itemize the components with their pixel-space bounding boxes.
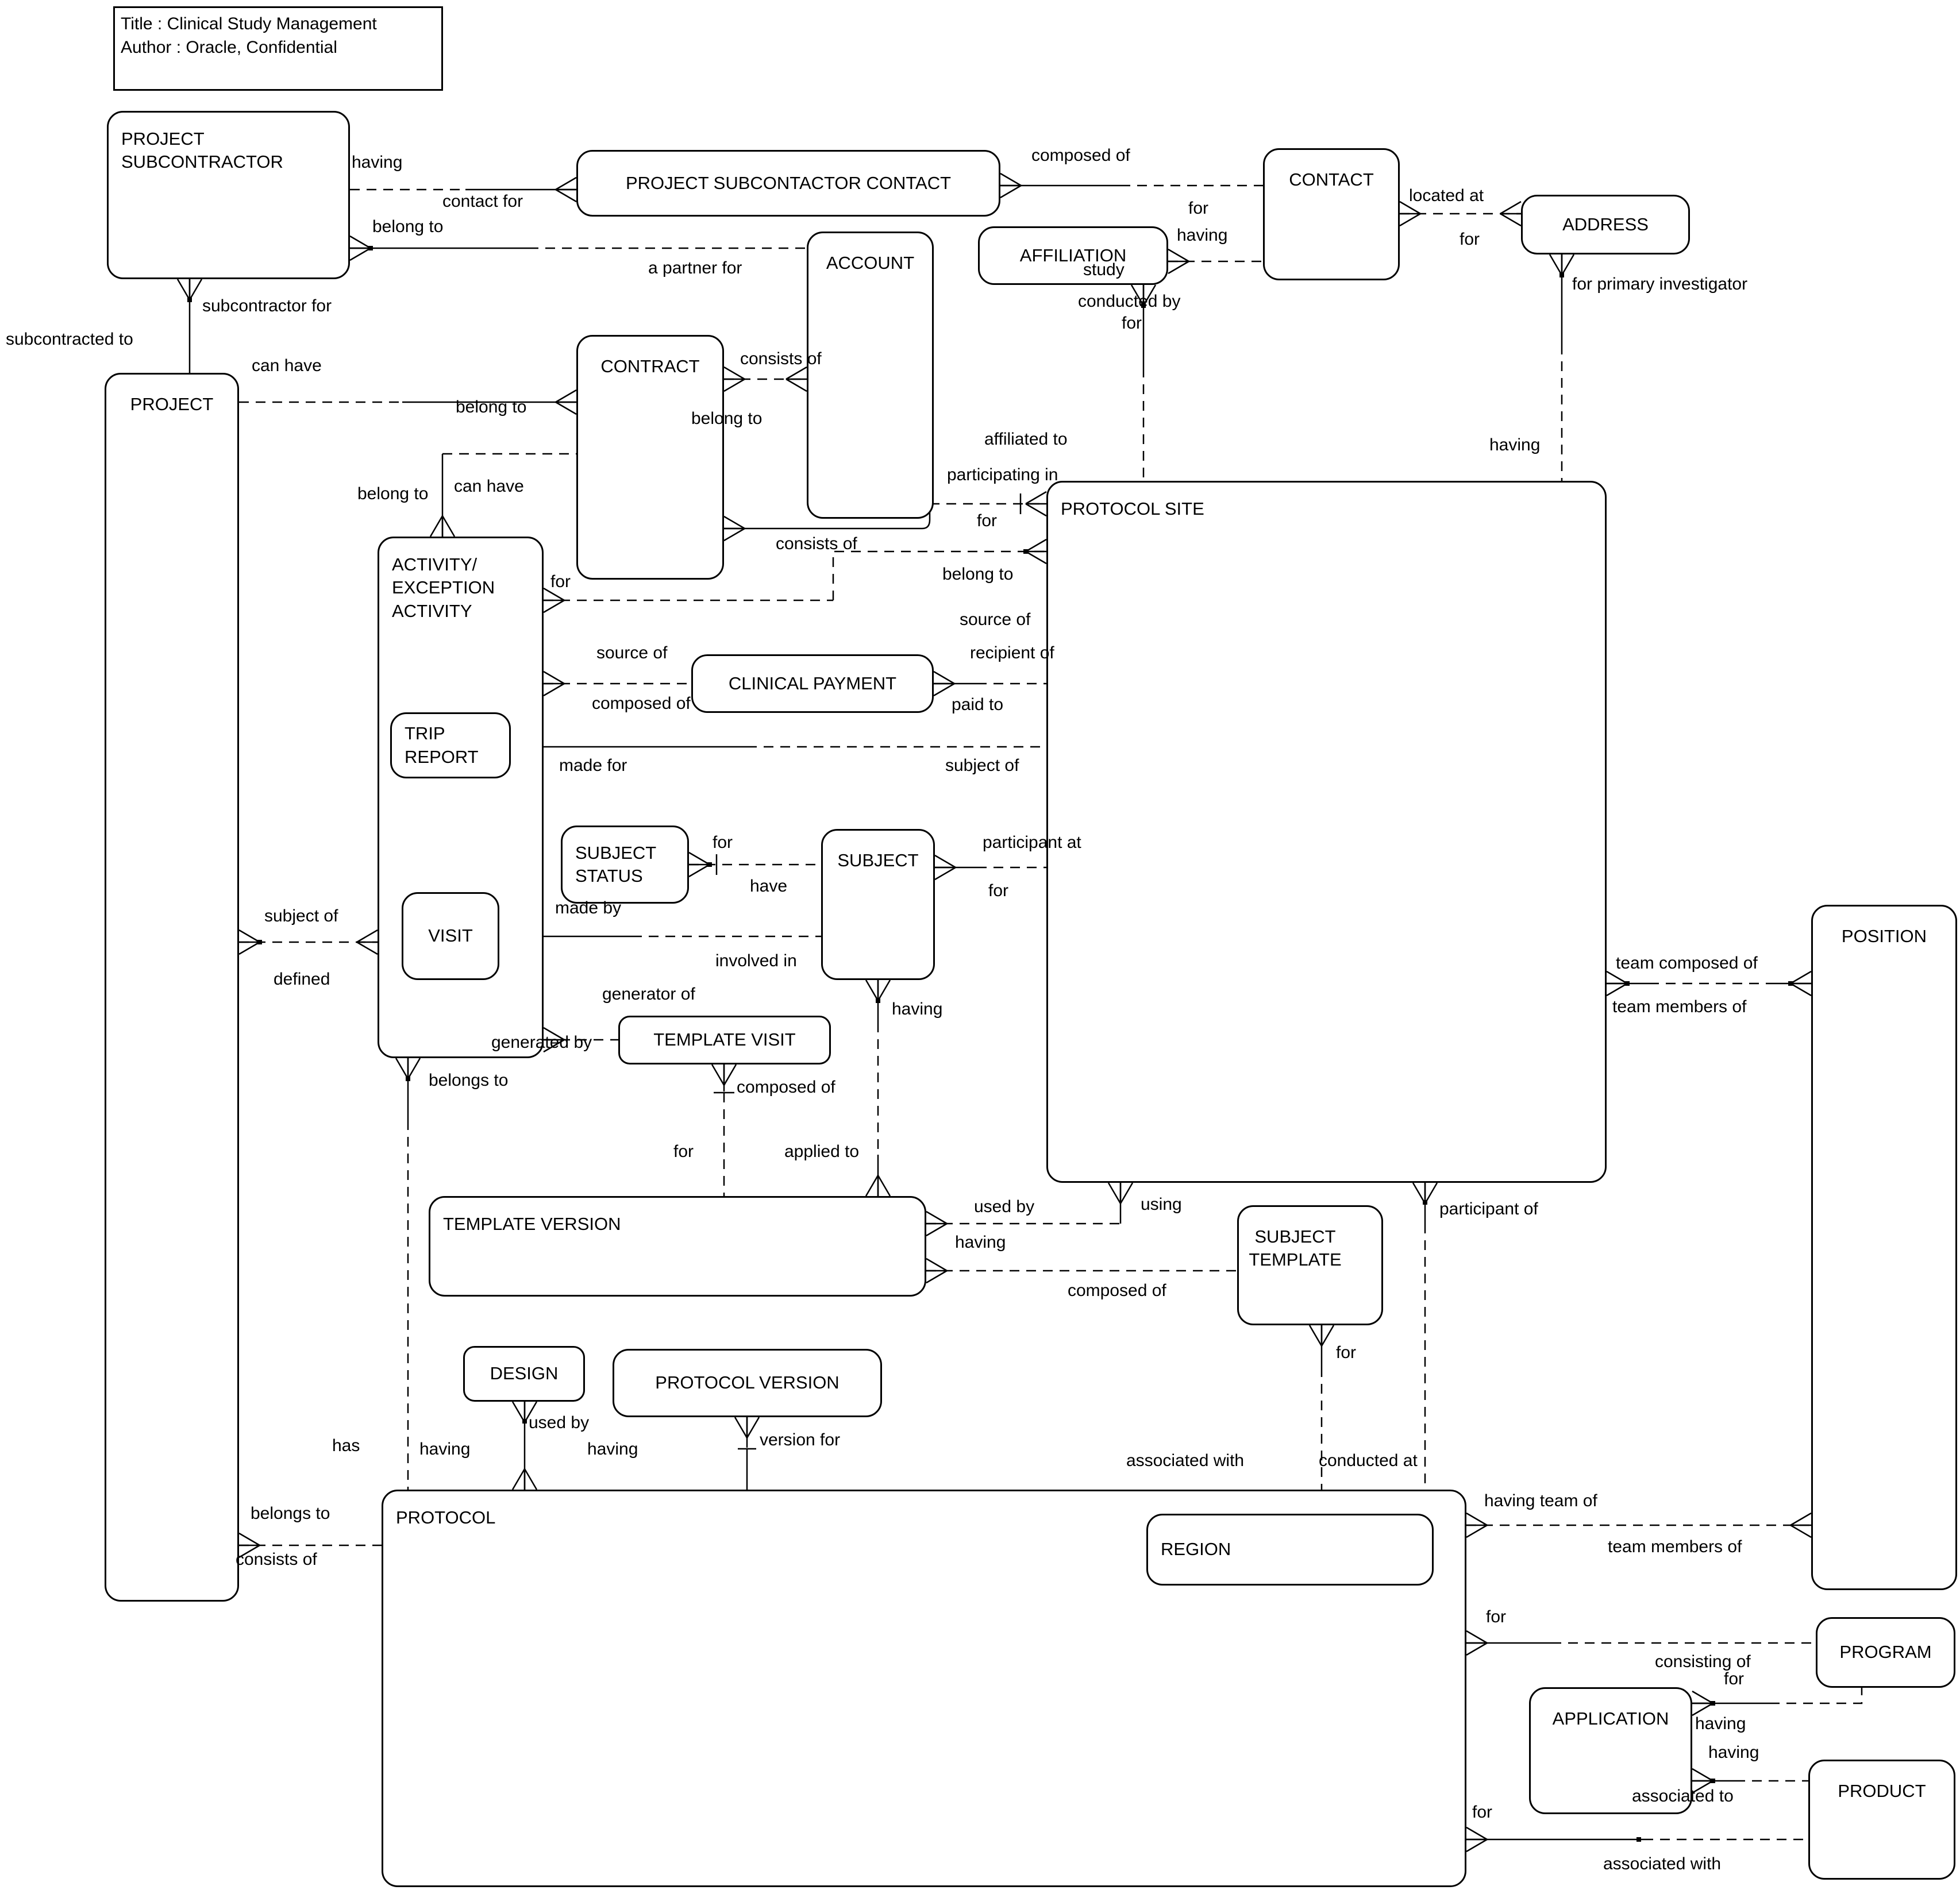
relationship-label: study [1083, 260, 1125, 279]
entity-label: CONTRACT [600, 356, 700, 376]
entity-label: PROJECT SUBCONTRACTOR [121, 129, 283, 172]
relationship-label: for [1724, 1669, 1745, 1688]
relationship-label: team members of [1608, 1537, 1742, 1556]
entity-trip-report [390, 712, 511, 778]
rel-project-subjectof-activity [239, 940, 378, 944]
entity-contact [1263, 148, 1400, 280]
rel-subcontractor-partner-account [350, 246, 807, 250]
relationship-label: has [332, 1436, 360, 1455]
rel-site-participantof-protocol [1423, 1183, 1427, 1490]
relationship-label: having [1489, 435, 1541, 454]
entity-contract [576, 335, 724, 580]
relationship-label: consisting of [1655, 1652, 1751, 1671]
relationship-label: belong to [942, 565, 1014, 584]
relationship-label: having [892, 1000, 943, 1019]
relationship-label: for [673, 1142, 694, 1161]
entity-account [807, 232, 934, 519]
rel-subject-having-templateversion [876, 980, 880, 1196]
entity-position [1811, 905, 1957, 1590]
relationship-label: composed of [737, 1078, 835, 1097]
entity-label: ACCOUNT [826, 253, 915, 273]
entity-label: CONTACT [1289, 169, 1374, 190]
relationship-label: for [713, 833, 733, 852]
rel-site-teamcomposedof-position [1607, 981, 1811, 986]
entity-label: TRIP REPORT [405, 723, 479, 767]
entity-project-subcontactor-contact [576, 150, 1000, 217]
entity-label: REGION [1161, 1539, 1231, 1560]
entity-visit [402, 892, 499, 980]
entity-protocol-version [613, 1349, 882, 1417]
relationship-label: using [1141, 1195, 1182, 1214]
rel-application-having-product [1692, 1779, 1808, 1783]
relationship-label: paid to [952, 695, 1004, 714]
title-block [113, 6, 443, 91]
entity-label: PROTOCOL SITE [1061, 499, 1204, 519]
relationship-label: version for [760, 1430, 841, 1449]
relationship-label: associated with [1126, 1451, 1245, 1470]
rel-protocol-for-product [1466, 1837, 1808, 1842]
relationship-label: composed of [592, 694, 691, 713]
entity-subject-status [561, 826, 689, 904]
relationship-label: consists of [740, 349, 822, 368]
entity-label: SUBJECT [837, 850, 919, 870]
relationship-label: made for [559, 756, 627, 775]
entity-label: TEMPLATE VERSION [443, 1214, 621, 1234]
relationship-label: a partner for [648, 259, 742, 277]
relationship-label: subject of [264, 907, 338, 925]
relationship-label: affiliated to [984, 430, 1068, 449]
relationship-label: belong to [691, 409, 763, 428]
entity-label: POSITION [1841, 926, 1927, 946]
rel-subcontractor-for-project [187, 279, 192, 373]
entity-label: PROJECT [130, 394, 214, 414]
relationship-label: having team of [1484, 1491, 1597, 1510]
relationship-label: source of [596, 643, 668, 662]
entity-protocol-site [1046, 481, 1607, 1183]
relationship-label: belong to [372, 217, 444, 236]
relationship-label: participant of [1439, 1199, 1538, 1218]
relationship-label: contact for [442, 192, 523, 211]
relationship-label: for primary investigator [1572, 275, 1748, 294]
relationship-label: generator of [602, 985, 695, 1004]
rel-affiliation-studyconductedby-site [1141, 285, 1146, 481]
relationship-label: can have [252, 356, 322, 375]
relationship-label: subcontractor for [202, 296, 332, 315]
entity-label: PROJECT SUBCONTACTOR CONTACT [625, 172, 952, 193]
relationship-label: subject of [945, 756, 1019, 775]
entity-label: CLINICAL PAYMENT [728, 673, 897, 693]
entity-label: APPLICATION [1552, 1708, 1669, 1729]
rel-activity-belongsto-protocol [406, 1058, 410, 1490]
relationship-label: defined [274, 970, 330, 989]
relationship-label: for [550, 572, 571, 591]
relationship-label: located at [1409, 186, 1484, 205]
relationship-label: team members of [1612, 997, 1747, 1016]
entity-label: ACTIVITY/ EXCEPTION ACTIVITY [392, 554, 495, 621]
relationship-label: consists of [236, 1550, 317, 1569]
entity-template-visit [618, 1016, 831, 1064]
entity-label: PRODUCT [1838, 1781, 1926, 1801]
relationship-label: conducted at [1319, 1451, 1418, 1470]
rel-protocolversion-versionfor-protocol [738, 1417, 756, 1490]
entity-label: TEMPLATE VISIT [653, 1029, 796, 1050]
entity-product [1808, 1760, 1955, 1880]
entity-region [1146, 1514, 1434, 1586]
rel-design-usedby-protocol [522, 1402, 527, 1490]
entity-subject-template [1237, 1205, 1383, 1325]
relationship-label: for [977, 511, 998, 530]
relationship-label: composed of [1031, 146, 1130, 165]
relationship-label: for [988, 881, 1009, 900]
diagram-title: Title : Clinical Study Management [121, 14, 377, 33]
entity-label: PROTOCOL VERSION [655, 1372, 840, 1393]
relationship-label: associated to [1632, 1787, 1734, 1806]
relationship-label: have [750, 877, 788, 896]
relationship-label: generated by [491, 1033, 592, 1052]
relationship-label: used by [529, 1413, 590, 1432]
relationship-label: for [1336, 1343, 1357, 1362]
relationship-label: belong to [357, 484, 429, 503]
rel-subjectstatus-for-subject [689, 854, 821, 875]
entity-label: ADDRESS [1562, 214, 1649, 234]
relationship-label: having [419, 1440, 471, 1459]
relationship-label: for [1188, 199, 1209, 218]
relationship-label: for [1472, 1803, 1493, 1822]
entity-label: AFFILIATION [1019, 245, 1127, 265]
relationship-label: having [352, 153, 403, 172]
relationship-label: applied to [784, 1142, 860, 1161]
relationship-label: having [955, 1233, 1006, 1252]
relationship-label: conducted by [1078, 292, 1181, 311]
entity-program [1816, 1617, 1955, 1688]
relationship-label: having [587, 1440, 638, 1459]
entity-subject [821, 829, 935, 980]
relationship-label: subcontracted to [6, 330, 133, 349]
entity-template-version [429, 1196, 926, 1297]
relationship-label: for [1460, 230, 1480, 249]
entity-project-subcontractor [107, 111, 350, 279]
relationship-label: team composed of [1616, 954, 1758, 973]
relationship-label: made by [555, 898, 622, 917]
relationship-label: for [1122, 314, 1142, 333]
relationship-label: belongs to [251, 1504, 330, 1523]
relationship-label: for [1486, 1607, 1507, 1626]
entity-design [463, 1346, 585, 1402]
relationship-label: source of [960, 610, 1031, 629]
relationship-label: having [1177, 226, 1228, 245]
relationship-label: recipient of [970, 643, 1054, 662]
rel-templatevisit-composedof-templateversion [714, 1064, 734, 1196]
entity-label: DESIGN [490, 1363, 559, 1384]
relationship-label: used by [974, 1197, 1035, 1216]
entity-label: PROTOCOL [396, 1507, 496, 1528]
entity-clinical-payment [691, 654, 934, 713]
relationship-label: can have [454, 477, 524, 496]
entity-label: VISIT [428, 925, 473, 946]
entity-address [1521, 195, 1690, 254]
relationship-label: participating in [947, 465, 1058, 484]
relationship-label: participant at [983, 833, 1081, 852]
relationship-label: consists of [776, 534, 857, 553]
entity-affiliation [978, 226, 1168, 285]
rel-application-for-program [1692, 1688, 1862, 1706]
relationship-label: involved in [715, 951, 797, 970]
diagram-author: Author : Oracle, Confidential [121, 37, 337, 57]
entity-label: SUBJECT STATUS [575, 842, 656, 886]
relationship-label: having [1695, 1714, 1746, 1733]
rel-address-primaryinvestigator-site [1559, 254, 1564, 481]
relationship-label: associated with [1603, 1854, 1722, 1873]
relationship-label: belong to [456, 398, 527, 416]
relationship-label: composed of [1068, 1281, 1166, 1300]
entity-project [105, 373, 239, 1602]
relationship-label: belongs to [429, 1071, 509, 1090]
entity-label: PROGRAM [1839, 1642, 1932, 1663]
entity-label: SUBJECT TEMPLATE [1249, 1226, 1342, 1270]
relationship-label: having [1708, 1743, 1759, 1762]
